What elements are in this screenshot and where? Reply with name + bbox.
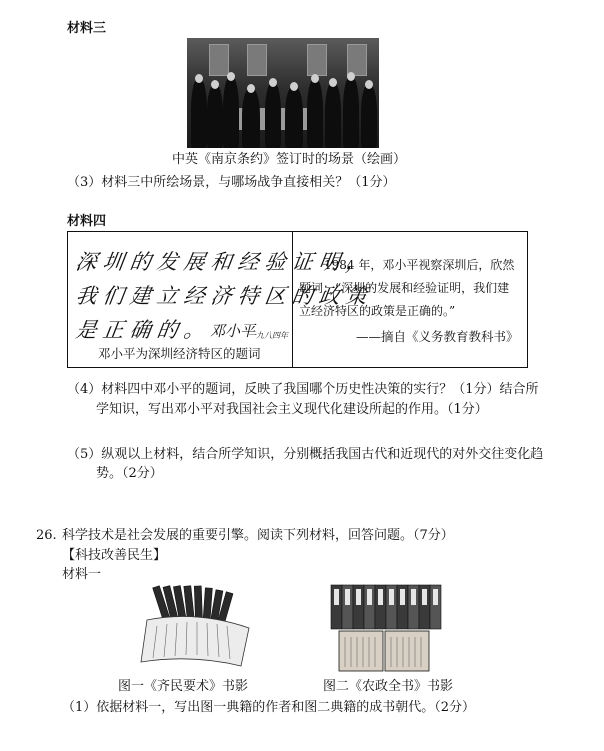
qimin-yaoshu-image xyxy=(137,580,257,672)
nongzheng-quanshu-image xyxy=(325,581,445,675)
material-3-heading: 材料三 xyxy=(67,21,107,36)
question-4-line-1: （4）材料四中邓小平的题词，反映了我国哪个历史性决策的实行？（1分）结合所 xyxy=(67,382,539,397)
material-4-text-line-1: 1984 年，邓小平视察深圳后，欣然 xyxy=(324,258,515,272)
material-4-text-line-3: 立经济特区的政策是正确的。” xyxy=(299,304,456,318)
calligraphy-line-1: 深圳的发展和经验证明， xyxy=(74,250,375,274)
calligraphy-line-3: 是正确的。 xyxy=(74,318,213,342)
question-5-line-2: 势。（2分） xyxy=(96,466,163,481)
material-1-heading: 材料一 xyxy=(62,567,102,582)
figure-2-caption: 图二《农政全书》书影 xyxy=(323,679,454,694)
question-26-stem: 科学技术是社会发展的重要引擎。阅读下列材料，回答问题。（7分） xyxy=(62,528,454,543)
material-4-source: ——摘自《义务教育教科书》 xyxy=(356,329,519,344)
section-heading: 【科技改善民生】 xyxy=(62,548,167,563)
question-26-1: （1）依据材料一，写出图一典籍的作者和图二典籍的成书朝代。（2分） xyxy=(62,700,476,715)
calligraphy-line-2: 我们建立经济特区的政策 xyxy=(74,284,375,308)
question-3: （3）材料三中所绘场景，与哪场战争直接相关？（1分） xyxy=(67,175,396,190)
question-26-number: 26. xyxy=(36,528,57,543)
material-4-heading: 材料四 xyxy=(67,214,107,229)
material-3-caption: 中英《南京条约》签订时的场景（绘画） xyxy=(172,152,407,167)
question-4-line-2: 学知识，写出邓小平对我国社会主义现代化建设所起的作用。（1分） xyxy=(96,402,488,417)
calligraphy-signature: 邓小平 xyxy=(210,322,256,340)
treaty-signing-painting xyxy=(187,38,379,148)
question-5-line-1: （5）纵观以上材料，结合所学知识，分别概括我国古代和近现代的对外交往变化趋 xyxy=(67,447,544,462)
calligraphy-caption: 邓小平为深圳经济特区的题词 xyxy=(98,346,261,361)
calligraphy-date: 一九八四年 xyxy=(248,331,288,340)
figure-1-caption: 图一《齐民要术》书影 xyxy=(118,679,249,694)
material-4-box xyxy=(67,231,528,368)
material-4-text-line-2: 题词：“深圳的发展和经验证明，我们建 xyxy=(299,281,510,295)
